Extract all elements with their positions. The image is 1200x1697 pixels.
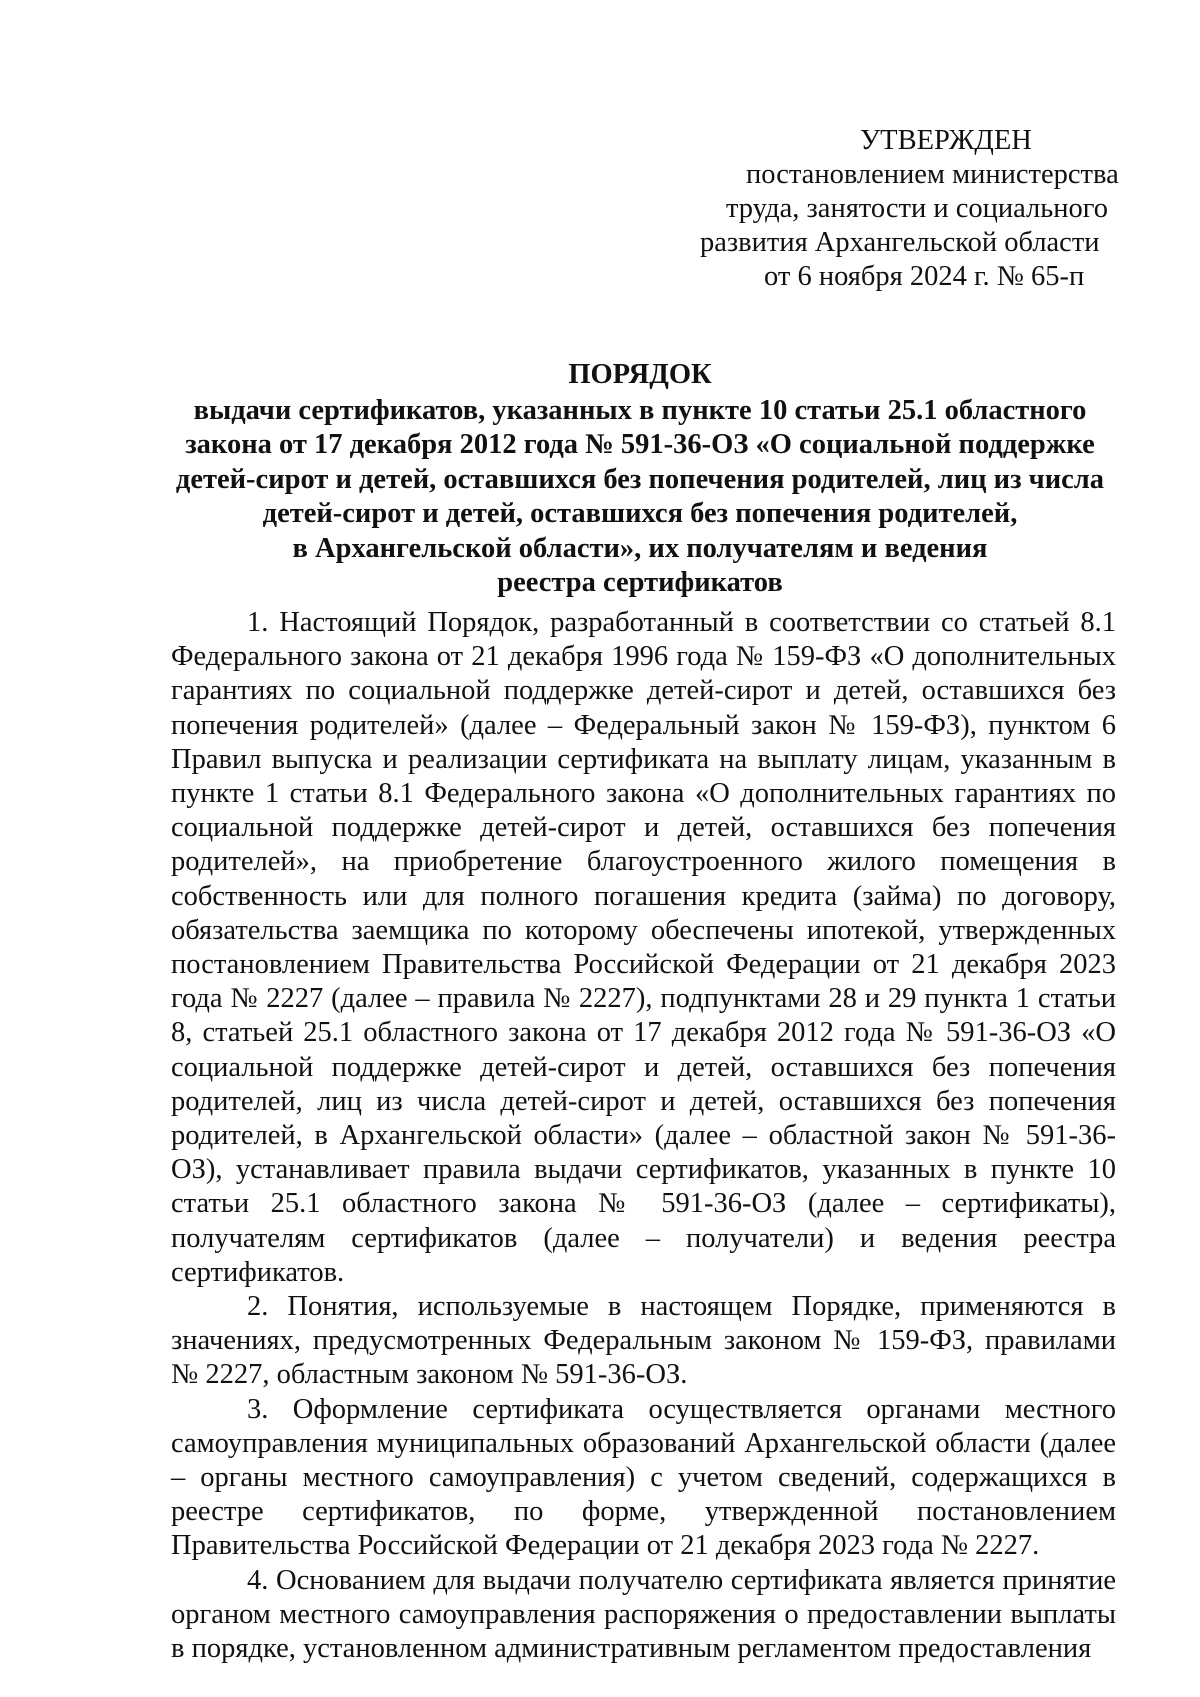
document-body	[171, 606, 1116, 1666]
approval-line: труда, занятости и социального	[726, 193, 1108, 224]
approval-date-number: от 6 ноября 2024 г. № 65-п	[764, 261, 1085, 292]
title-line: закона от 17 декабря 2012 года № 591-36-ОЗ «О социальной поддержке	[185, 429, 1095, 460]
title-line: реестра сертификатов	[497, 567, 783, 598]
approval-line: развития Архангельской области	[700, 227, 1100, 258]
document-title	[160, 358, 1120, 601]
title-line: выдачи сертификатов, указанных в пункте 10 статьи 25.1 областного	[193, 394, 1087, 426]
paragraph-2: 2. Понятия, используемые в настоящем Порядке, применяются в значениях, предусмотренных Федеральным законом № 159-ФЗ, правилами № 2227, областным законом № 591-36-ОЗ.	[171, 1291, 1116, 1391]
approval-block	[700, 124, 1119, 294]
title-line: в Архангельской области», их получателям и ведения	[292, 532, 988, 564]
paragraph-3: 3. Оформление сертификата осуществляется органами местного самоуправления муниципальных образований Архангельской области (далее – органы местного самоуправления) с учетом сведений, содержащихся в реестре сертификатов, по форме, утвержденной постановлением Правительства Российской Федерации от 21 декабря 2023 года № 2227.	[171, 1393, 1116, 1562]
paragraph-1: 1. Настоящий Порядок, разработанный в соответствии со статьей 8.1 Федерального закона от 21 декабря 1996 года № 159-ФЗ «О дополнительных гарантиях по социальной поддержке детей-сирот и детей, оставшихся без попечения родителей» (далее – Федеральный закон № 159-ФЗ), пунктом 6 Правил выпуска и реализации сертификата на выплату лицам, указанным в пункте 1 статьи 8.1 Федерального закона «О дополнительных гарантиях по социальной поддержке детей-сирот и детей, оставшихся без попечения родителей», на приобретение благоустроенного жилого помещения в собственность или для полного погашения кредита (займа) по договору, обязательства заемщика по которому обеспечены ипотекой, утвержденных постановлением Правительства Российской Федерации от 21 декабря 2023 года № 2227 (далее – правила № 2227), подпунктами 28 и 29 пункта 1 статьи 8, статьей 25.1 областного закона от 17 декабря 2012 года № 591-36-ОЗ «О социальной поддержке детей-сирот и детей, оставшихся без попечения родителей, лиц из числа детей-сирот и детей, оставшихся без попечения родителей, в Архангельской области» (далее – областной закон № 591-36-ОЗ), устанавливает правила выдачи сертификатов, указанных в пункте 10 статьи 25.1 областного закона № 591-36-ОЗ (далее – сертификаты), получателям сертификатов (далее – получатели) и ведения реестра сертификатов.	[171, 607, 1116, 1288]
title-main: ПОРЯДОК	[568, 359, 712, 390]
title-line: детей-сирот и детей, оставшихся без попечения родителей,	[262, 498, 1018, 529]
approval-heading: УТВЕРЖДЕН	[860, 125, 1032, 156]
approval-line: постановлением министерства	[746, 159, 1119, 190]
title-line: детей-сирот и детей, оставшихся без попечения родителей, лиц из числа	[175, 463, 1105, 495]
paragraph-4: 4. Основанием для выдачи получателю сертификата является принятие органом местного самоуправления распоряжения о предоставлении выплаты в порядке, установленном административным регламентом предоставления	[171, 1564, 1116, 1665]
